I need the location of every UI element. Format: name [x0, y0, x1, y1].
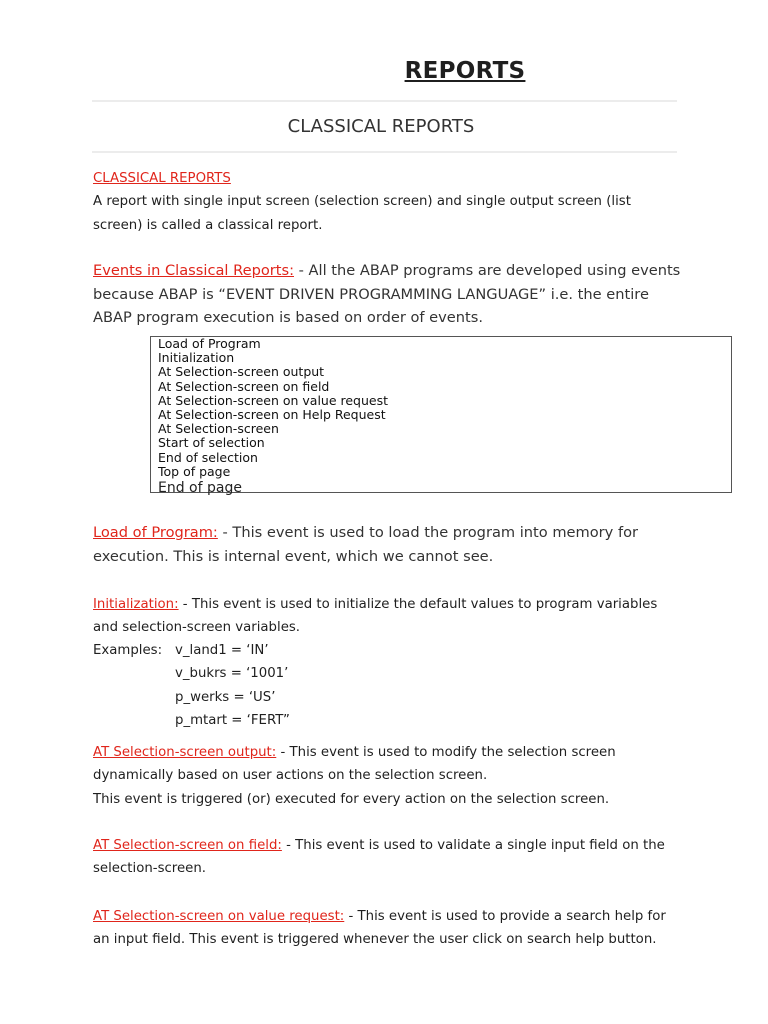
event-list-item: At Selection-screen on field [158, 378, 330, 394]
section-initialization [93, 593, 683, 640]
divider-bottom [92, 151, 677, 153]
section-heading: Load of Program: [93, 524, 218, 541]
page-title: REPORTS [404, 58, 526, 84]
event-list-item: End of selection [158, 449, 258, 465]
section-load-of-program [93, 521, 683, 568]
section-classical-reports [93, 167, 683, 237]
section-heading: AT Selection-screen on value request: [93, 909, 345, 924]
event-list-item: At Selection-screen output [158, 364, 325, 380]
example-line: p_mtart = ‘FERT” [175, 713, 290, 728]
section-heading: AT Selection-screen output: [93, 745, 277, 760]
divider-top [92, 100, 677, 102]
event-list-box [150, 336, 732, 497]
example-line: v_bukrs = ‘1001’ [175, 666, 289, 681]
event-list-item: Load of Program [158, 336, 261, 351]
section-text: - All the ABAP programs are developed using events because ABAP is “EVENT DRIVEN PROGRAMMING LANGUAGE” i.e. the entire ABAP program execution is based on order of events. [93, 262, 681, 326]
section-selection-value-request [93, 905, 683, 952]
section-heading: Events in Classical Reports: [93, 262, 294, 279]
example-line: v_land1 = ‘IN’ [175, 643, 269, 658]
event-list-item: Start of selection [158, 435, 265, 451]
section-text: - This event is used to validate a single input field on the selection-screen. [93, 838, 665, 877]
section-text: A report with single input screen (selection screen) and single output screen (list screen) is called a classical report. [93, 194, 631, 233]
examples-label: Examples: [93, 643, 163, 658]
section-heading: AT Selection-screen on field: [93, 838, 282, 853]
section-text: - This event is used to provide a search help for an input field. This event is triggered whenever the user click on search help button. [93, 909, 666, 948]
event-list-item: End of page [158, 480, 242, 497]
section-selection-field [93, 834, 683, 881]
event-list-item: At Selection-screen on value request [158, 392, 389, 408]
section-events-intro [93, 259, 683, 330]
section-text: - This event is used to initialize the default values to program variables and selection-screen variables. [93, 597, 658, 636]
event-list-item: At Selection-screen [158, 421, 279, 437]
section-selection-output [93, 741, 683, 811]
page-subtitle: CLASSICAL REPORTS [287, 116, 475, 137]
event-list-item: Top of page [158, 463, 231, 479]
section-text: - This event is used to modify the selection screen dynamically based on user actions on the selection screen. [93, 745, 616, 784]
section-heading: Initialization: [93, 597, 179, 612]
section-text: - This event is used to load the program into memory for execution. This is internal event, which we cannot see. [93, 524, 639, 565]
event-list-item: Initialization [158, 350, 235, 366]
event-list-item: At Selection-screen on Help Request [158, 407, 386, 423]
section-text-2: This event is triggered (or) executed for every action on the selection screen. [93, 791, 610, 807]
section-heading: CLASSICAL REPORTS [93, 171, 231, 186]
example-line: p_werks = ‘US’ [175, 690, 276, 705]
